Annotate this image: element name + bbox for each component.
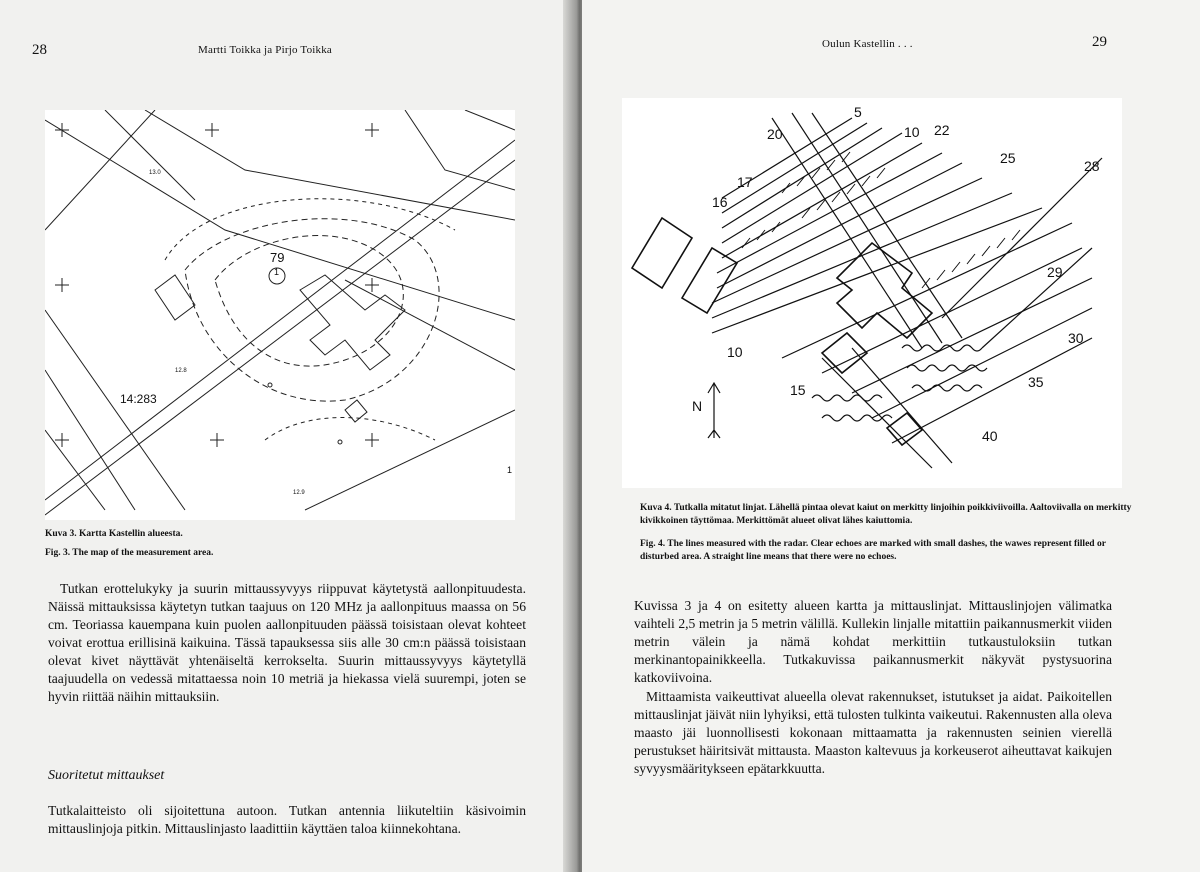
map-label-point: 1 bbox=[274, 267, 280, 277]
figure-3-caption-en: Fig. 3. The map of the measurement area. bbox=[45, 548, 214, 558]
map-label-79: 79 bbox=[270, 250, 285, 265]
line-label-29: 29 bbox=[1047, 264, 1063, 280]
line-label-10-top: 10 bbox=[904, 124, 920, 140]
line-label-16: 16 bbox=[712, 194, 728, 210]
line-label-40: 40 bbox=[982, 428, 998, 444]
line-label-28: 28 bbox=[1084, 158, 1100, 174]
map-label-parcel: 14:283 bbox=[120, 392, 157, 406]
running-head: Martti Toikka ja Pirjo Toikka bbox=[198, 44, 333, 56]
line-label-20: 20 bbox=[767, 126, 783, 142]
figure-3-caption-fi: Kuva 3. Kartta Kastellin alueesta. bbox=[45, 529, 183, 539]
line-label-22: 22 bbox=[934, 122, 950, 138]
line-label-17: 17 bbox=[737, 174, 753, 190]
line-label-10-left: 10 bbox=[727, 344, 743, 360]
map-label-elev-1: 12.8 bbox=[175, 368, 187, 374]
map-label-elev-3: 13.0 bbox=[149, 170, 161, 176]
section-title: Suoritetut mittaukset bbox=[48, 768, 165, 783]
figure-4-radar-lines bbox=[622, 98, 1122, 488]
paragraph-2: Tutkalaitteisto oli sijoitettuna autoon. Tutkan antennia liikuteltiin käsivoimin mittauslinjoja pitkin. Mittauslinjasto laadittiin käyttäen taloa kiinnekohtana. bbox=[48, 803, 526, 836]
line-label-5: 5 bbox=[854, 104, 862, 120]
figure-4-caption-fi: Kuva 4. Tutkalla mitatut linjat. Lähellä pintaa olevat kaiut on merkitty linjoihin poikkiviivoilla. Aaltoviivalla on merkitty kivikkoinen täyttömaa. Merkittömät alueet olivat lähes kaiuttomia. bbox=[640, 503, 1132, 526]
page-number: 29 bbox=[1092, 34, 1107, 50]
map-label-elev-2: 12.9 bbox=[293, 490, 305, 496]
line-label-35: 35 bbox=[1028, 374, 1044, 390]
line-label-25: 25 bbox=[1000, 150, 1016, 166]
map-drawing bbox=[45, 110, 515, 520]
radar-lines-drawing bbox=[622, 98, 1122, 488]
right-page bbox=[582, 0, 1200, 872]
map-label-edge: 1 bbox=[507, 465, 513, 475]
figure-4-caption-en: Fig. 4. The lines measured with the radar. Clear echoes are marked with small dashes, the wawes represent filled or disturbed area. A straight line means that there were no echoes. bbox=[640, 539, 1106, 562]
figure-3-map bbox=[45, 110, 515, 520]
paragraph-2: Mittaamista vaikeuttivat alueella olevat rakennukset, istutukset ja aidat. Paikoitellen mittauslinjat jäivät niin lyhyiksi, että tulosten tulkinta vaikeutui. Rakennusten alla oleva maasto jäi luonnollisesti kokonaan mittaamatta ja rakennusten seinien vierellä perustukset häiritsivät mittausta. Maaston kaltevuus ja korkeuserot aiheuttavat kaikujen syvyysmääritykseen epätarkkuutta. bbox=[634, 689, 1112, 776]
left-page bbox=[0, 0, 578, 872]
line-label-15: 15 bbox=[790, 382, 806, 398]
north-label: N bbox=[692, 398, 703, 414]
paragraph-1: Tutkan erottelukyky ja suurin mittaussyvyys riippuvat käytetystä aallonpituudesta. Näissä mittauksissa käytetyn tutkan taajuus on 120 MHz ja aallonpituus maassa on 56 cm. Teoriassa kauempana kuin puolen aallonpituuden päässä toisistaan olevat kohteet voivat erottua erillisinä kaikuina. Tässä tapauksessa siis alle 30 cm:n päässä toisistaan olevat kivet näyttävät yhtenäiseltä kerrokselta. Suurin mittaussyvyys käytetyllä taajuudella on vedessä mitattaessa noin 10 metriä ja hiekassa vielä suurempi, joten se hyvin riittää näihin mittauksiin. bbox=[48, 581, 526, 704]
page-number: 28 bbox=[32, 42, 47, 58]
paragraph-1: Kuvissa 3 ja 4 on esitetty alueen kartta ja mittauslinjat. Mittauslinjojen välimatka vaihteli 2,5 metrin ja 5 metrin välillä. Kullekin linjalle mitattiin paikannusmerkit viiden metrin välein ja nämä kohdat merkittiin tutkaustuloksiin tutkan merkinantopainikkeella. Tutkakuvissa paikannusmerkit näkyvät pystysuorina katkoviivoina. bbox=[634, 598, 1112, 685]
line-label-30: 30 bbox=[1068, 330, 1084, 346]
running-head: Oulun Kastellin . . . bbox=[822, 38, 913, 50]
